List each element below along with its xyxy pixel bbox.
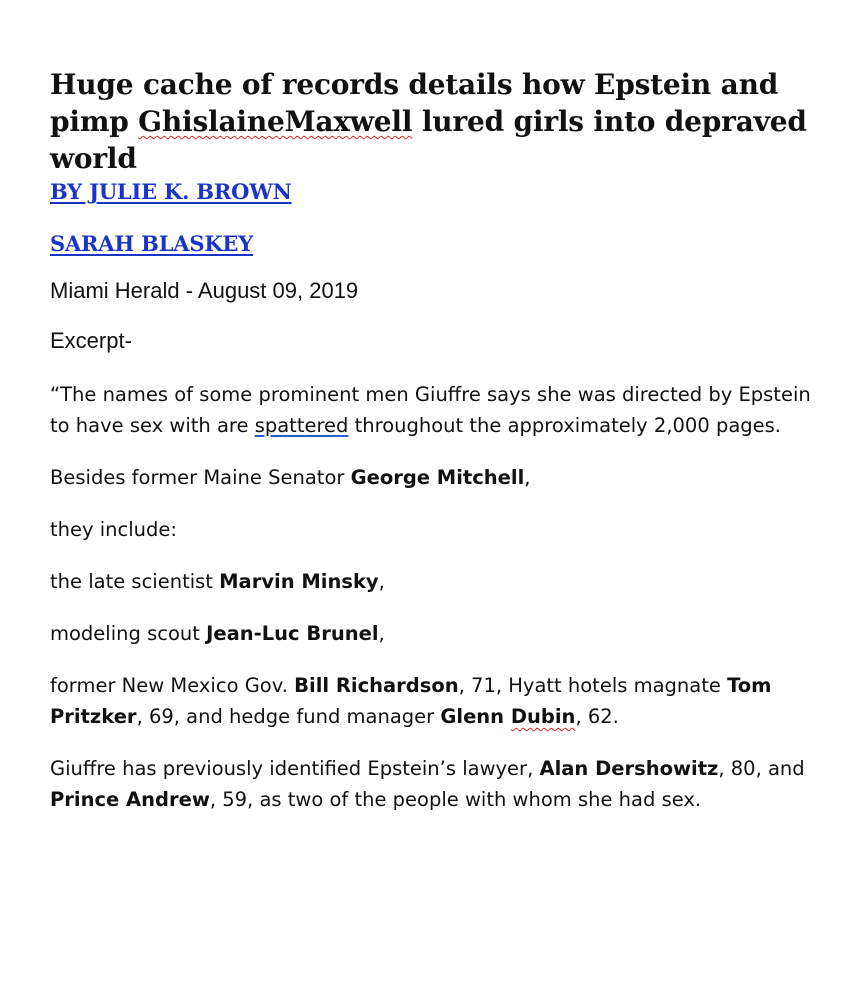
text-run: Besides former Maine Senator [50, 466, 351, 489]
text-run: modeling scout [50, 622, 207, 645]
source-dateline: Miami Herald - August 09, 2019 [50, 278, 359, 303]
paragraph-mitchell [50, 462, 820, 493]
paragraph-intro [50, 379, 820, 441]
text-run: , 59, as two of the people with whom she had sex. [209, 788, 702, 811]
paragraph-dershowitz [50, 753, 820, 815]
name-bill-richardson: Bill Richardson [294, 674, 459, 697]
grammar-flagged-word[interactable]: spattered [254, 414, 349, 437]
name-george-mitchell: George Mitchell [350, 466, 525, 489]
name-jean-luc-brunel: Jean-Luc Brunel [206, 622, 379, 645]
name-marvin-minsky: Marvin Minsky [219, 570, 379, 593]
spellcheck-flagged-word[interactable]: GhislaineMaxwell [138, 105, 413, 138]
text-run: Giuffre has previously identified Epstein’s lawyer, [50, 757, 540, 780]
document-page [50, 66, 820, 815]
name-glenn-dubin [440, 705, 575, 728]
paragraph-richardson [50, 670, 820, 732]
name-alan-dershowitz: Alan Dershowitz [539, 757, 719, 780]
paragraph-minsky [50, 566, 820, 597]
text-run: , 80, and [718, 757, 805, 780]
text-run: , 71, Hyatt hotels magnate [458, 674, 728, 697]
text-run: the late scientist [50, 570, 220, 593]
text-run: former New Mexico Gov. [50, 674, 295, 697]
headline-text-end: lured girls into depraved world [50, 105, 807, 175]
text-run: , [378, 622, 385, 645]
paragraph-brunel [50, 618, 820, 649]
text-run: Glenn [440, 705, 511, 728]
headline-text: Huge cache of records details how Epstein and pimp [50, 68, 779, 138]
author-link-sarah-blaskey[interactable]: SARAH BLASKEY [50, 231, 253, 256]
name-prince-andrew: Prince Andrew [50, 788, 210, 811]
text-run: “The names of some prominent men Giuffre says she was directed by Epstein to have sex with are [50, 383, 811, 437]
excerpt-label: Excerpt- [50, 328, 132, 353]
spellcheck-flagged-word[interactable]: Dubin [510, 705, 576, 728]
article-headline [50, 66, 820, 177]
name-tom-pritzker: Tom Pritzker [50, 674, 772, 728]
text-run: , [524, 466, 531, 489]
author-link-julie-brown[interactable]: BY JULIE K. BROWN [50, 179, 292, 204]
text-run: , [378, 570, 385, 593]
text-run: throughout the approximately 2,000 pages. [348, 414, 781, 437]
text-run: , 69, and hedge fund manager [136, 705, 441, 728]
text-run: , 62. [575, 705, 619, 728]
paragraph-they-include: they include: [50, 518, 177, 541]
